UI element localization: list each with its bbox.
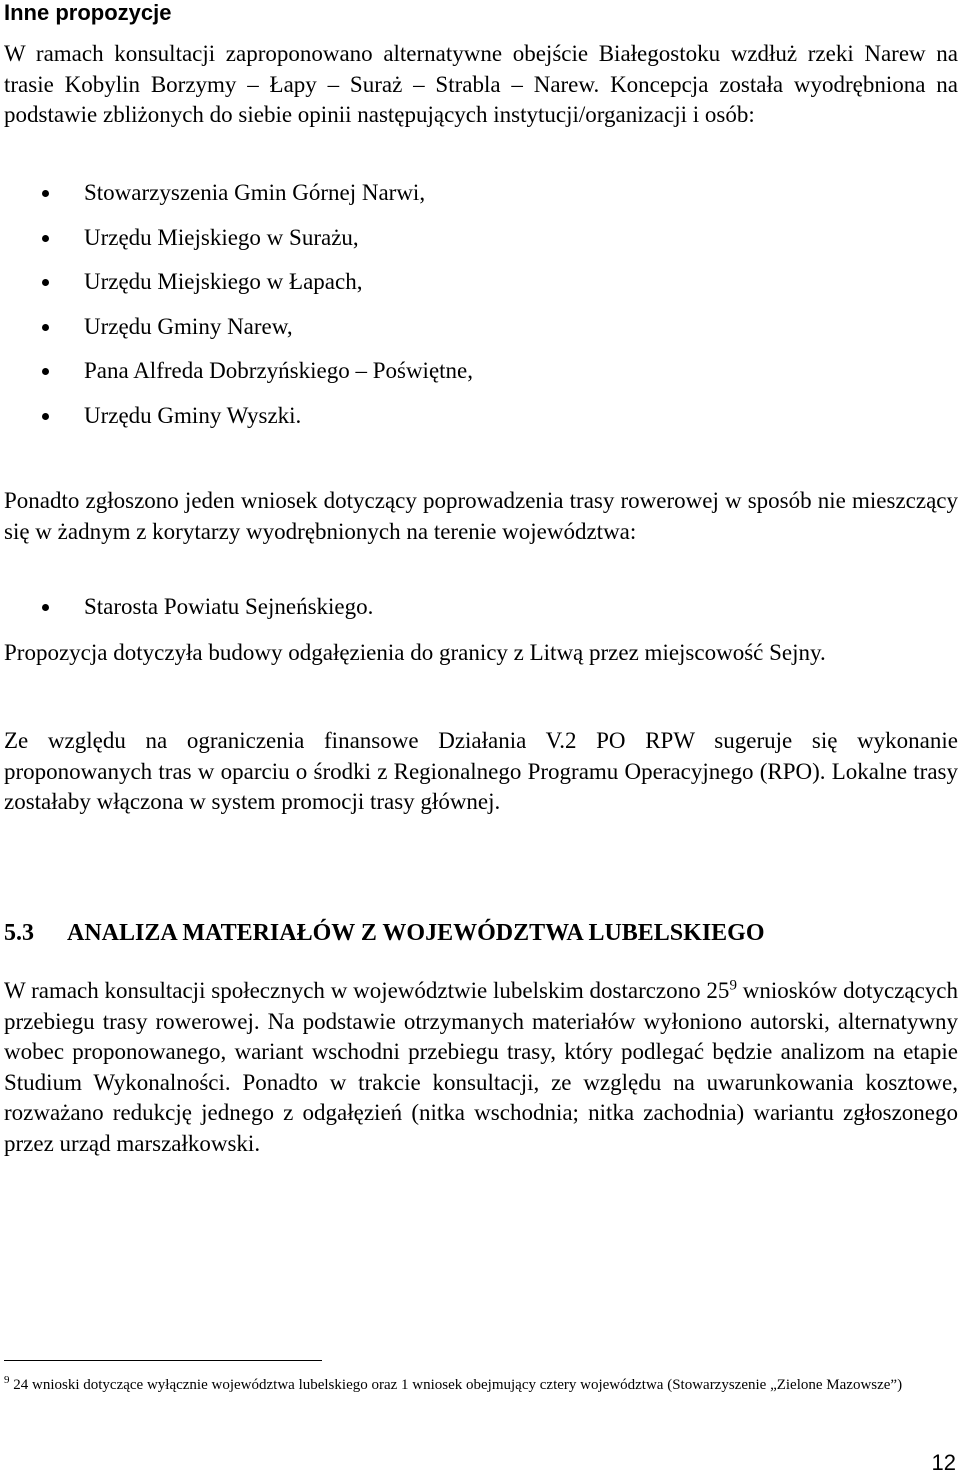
second-list [4, 592, 958, 622]
list-item: Urzędu Gminy Narew, [4, 312, 958, 342]
section-title: ANALIZA MATERIAŁÓW Z WOJEWÓDZTWA LUBELSKIEGO [67, 920, 765, 946]
bullet-icon [42, 368, 49, 375]
footnote-divider [4, 1360, 322, 1361]
finance-paragraph: Ze względu na ograniczenia finansowe Działania V.2 PO RPW sugeruje się wykonanie proponowanych tras w oparciu o środki z Regionalnego Programu Operacyjnego (RPO). Lokalne trasy zostałaby włączona w system promocji trasy głównej. [4, 728, 958, 814]
section-paragraph: W ramach konsultacji społecznych w województwie lubelskim dostarczono $25^9$ wniosków dotyczących przebiegu trasy rowerowej. Na podstawie otrzymanych materiałów wyłoniono autorski, alternatywny wobec proponowanego, wariant wschodni przebiegu trasy, który podlegać będzie analizom na etapie Studium Wykonalności. Ponadto w trakcie konsultacji, ze względu na uwarunkowania kosztowe, rozważano redukcję jednego z odgałęzień (nitka wschodnia; nitka zachodnia) wariantu zgłoszonego przez urząd marszałkowski. [4, 977, 958, 1156]
list-item: Pana Alfreda Dobrzyńskiego – Poświętne, [4, 356, 958, 386]
institutions-list [4, 178, 958, 431]
bullet-icon [42, 413, 49, 420]
section-heading [4, 920, 765, 947]
bullet-icon [42, 190, 49, 197]
list-item: Stowarzyszenia Gmin Górnej Narwi, [4, 178, 958, 208]
bullet-icon [42, 604, 49, 611]
proposal-paragraph: Propozycja dotyczyła budowy odgałęzienia do granicy z Litwą przez miejscowość Sejny. [4, 640, 826, 665]
section-number: 5.3 [4, 920, 34, 946]
page-number: 12 [931, 1450, 956, 1475]
subheading-other-proposals: Inne propozycje [4, 0, 172, 25]
bullet-icon [42, 324, 49, 331]
intro-paragraph: W ramach konsultacji zaproponowano alternatywne obejście Białegostoku wzdłuż rzeki Narew na trasie Kobylin Borzymy – Łapy – Suraż – Strabla – Narew. Koncepcja została wyodrębniona na podstawie zbliżonych do siebie opinii następujących instytucji/organizacji i osób: [4, 41, 958, 127]
list-item: Urzędu Miejskiego w Surażu, [4, 223, 958, 253]
bullet-icon [42, 235, 49, 242]
second-paragraph: Ponadto zgłoszono jeden wniosek dotyczący poprowadzenia trasy rowerowej w sposób nie mieszczący się w żadnym z korytarzy wyodrębnionych na terenie województwa: [4, 488, 958, 544]
list-item: Urzędu Gminy Wyszki. [4, 401, 958, 431]
footnote-reference[interactable]: 9 [729, 977, 737, 994]
footnote-marker: 9 [4, 1374, 10, 1386]
list-item: Starosta Powiatu Sejneńskiego. [4, 592, 958, 622]
footnote: $^9$ 24 wnioski dotyczące wyłącznie województwa lubelskiego oraz 1 wniosek obejmujący cztery województwa (Stowarzyszenie „Zielone Mazowsze”) [4, 1374, 903, 1393]
bullet-icon [42, 279, 49, 286]
list-item: Urzędu Miejskiego w Łapach, [4, 267, 958, 297]
